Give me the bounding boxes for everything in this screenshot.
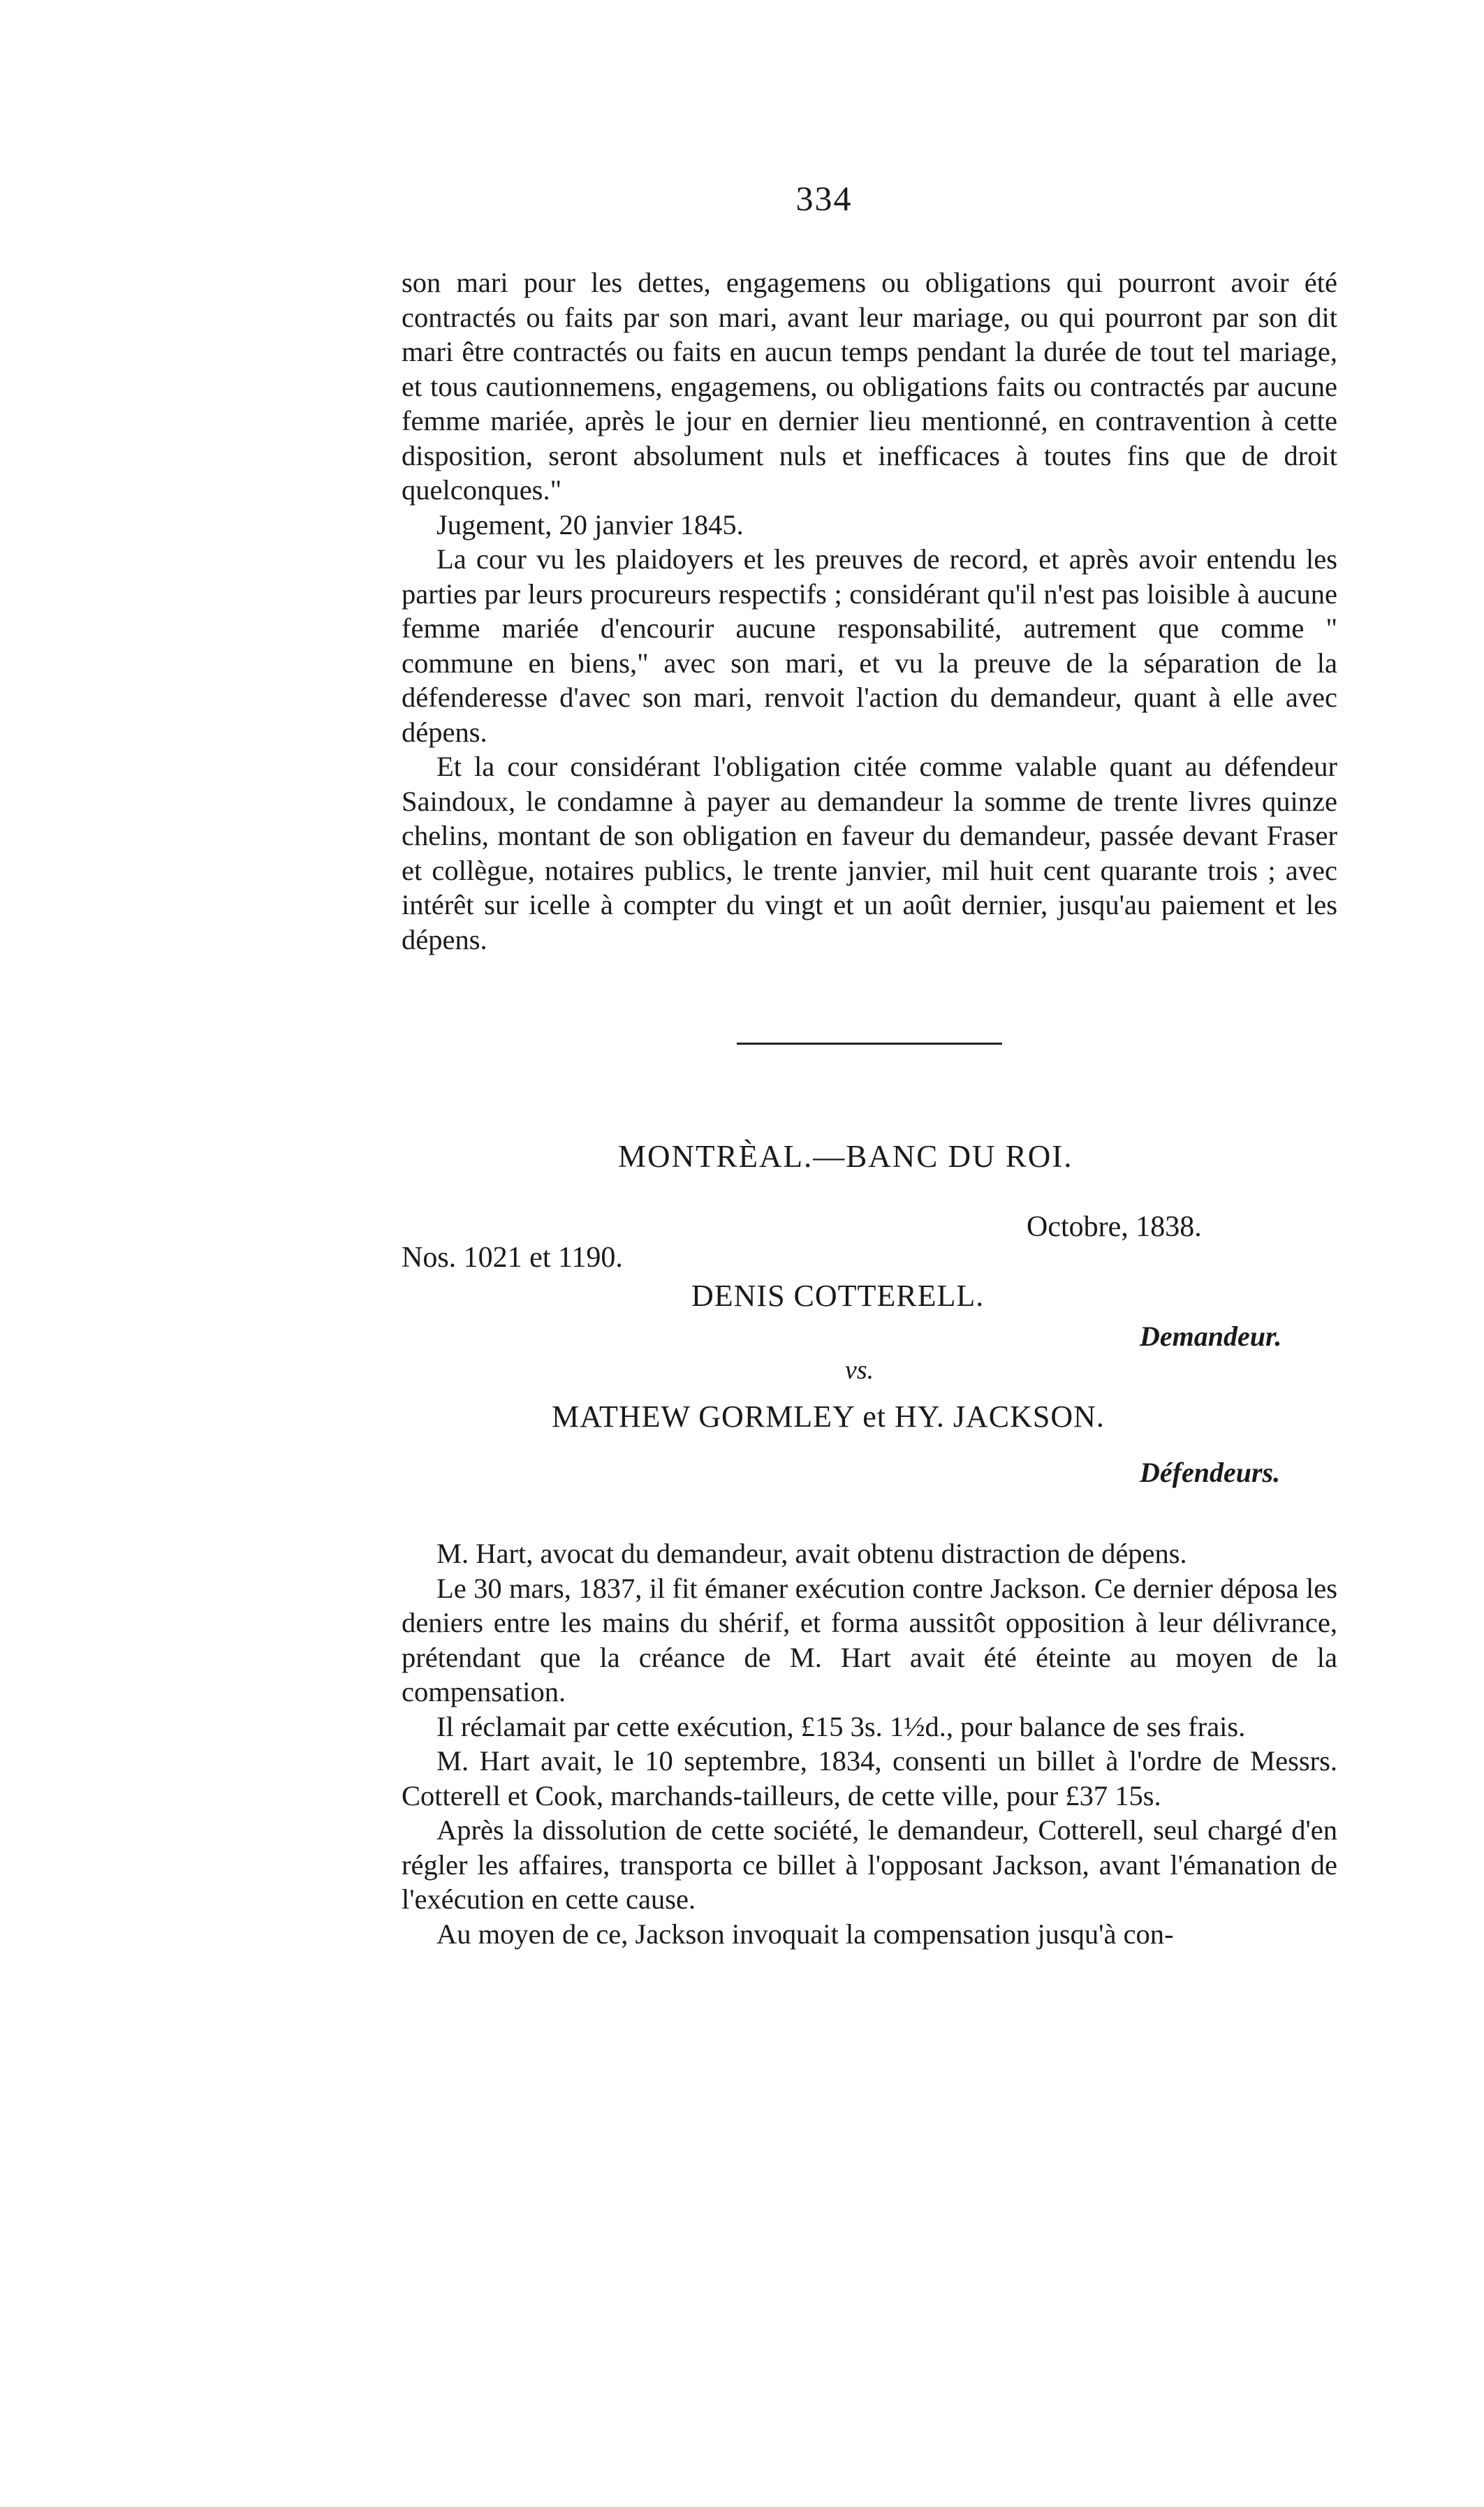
- paragraph-judgment-wife: La cour vu les plaidoyers et les preuves de record, et après avoir entendu les parties par leurs procureurs respectifs ; considérant qu'il n'est pas loisible à aucune femme mariée d'encourir aucune responsabilité, autrement que comme " commune en biens," avec son mari, et vu la preuve de la séparation de la défenderesse d'avec son mari, renvoit l'action du demandeur, quant à elle avec dépens.: [402, 543, 1337, 748]
- case-numbers: Nos. 1021 et 1190.: [402, 1242, 623, 1274]
- continuation-text: [402, 265, 1337, 957]
- case-text: [402, 1536, 1337, 1951]
- plaintiff-role: Demandeur.: [1140, 1321, 1282, 1352]
- paragraph-hart-distraction: M. Hart, avocat du demandeur, avait obtenu distraction de dépens.: [436, 1538, 1187, 1569]
- paragraph-statute-quote: son mari pour les dettes, engagemens ou obligations qui pourront avoir été contractés ou faits par son mari, avant leur mariage, ou qui pourront par son dit mari être contractés ou faits en aucun temps pendant la durée de tout tel mariage, et tous cautionnemens, engagemens, ou obligations faits ou contractés par aucune femme mariée, après le jour en dernier lieu mentionné, en contravention à cette disposition, seront absolument nuls et inefficaces à toutes fins que de droit quelconques.": [402, 267, 1337, 506]
- section-divider: [737, 1043, 1002, 1045]
- paragraph-claim: Il réclamait par cette exécution, £15 3s. 1½d., pour balance de ses frais.: [436, 1710, 1246, 1742]
- paragraph-compensation: Au moyen de ce, Jackson invoquait la compensation jusqu'à con-: [436, 1918, 1174, 1950]
- versus-label: vs.: [845, 1355, 874, 1385]
- paragraph-execution: Le 30 mars, 1837, il fit émaner exécution contre Jackson. Ce dernier déposa les deniers entre les mains du shérif, et forma aussitôt opposition à leur délivrance, prétendant que la créance de M. Hart avait été éteinte au moyen de la compensation.: [402, 1572, 1337, 1707]
- defendants-role: Défendeurs.: [1140, 1457, 1281, 1488]
- paragraph-judgment-date: Jugement, 20 janvier 1845.: [436, 508, 744, 541]
- court-heading: MONTRÈAL.—BANC DU ROI.: [618, 1139, 1073, 1174]
- plaintiff-name: DENIS COTTERELL.: [691, 1279, 985, 1313]
- page-number: 334: [795, 179, 853, 218]
- paragraph-note: M. Hart avait, le 10 septembre, 1834, consenti un billet à l'ordre de Messrs. Cotterell et Cook, marchands-tailleurs, de cette ville, pour £37 15s.: [402, 1745, 1337, 1811]
- paragraph-judgment-husband: Et la cour considérant l'obligation citée comme valable quant au défendeur Saindoux, le condamne à payer au demandeur la somme de trente livres quinze chelins, montant de son obligation en faveur du demandeur, passée devant Fraser et collègue, notaires publics, le trente janvier, mil huit cent quarante trois ; avec intérêt sur icelle à compter du vingt et un août dernier, jusqu'au paiement et les dépens.: [402, 751, 1337, 955]
- defendants-name: MATHEW GORMLEY et HY. JACKSON.: [552, 1399, 1105, 1434]
- case-date: Octobre, 1838.: [1027, 1211, 1202, 1243]
- paragraph-dissolution: Après la dissolution de cette société, le demandeur, Cotterell, seul chargé d'en régler les affaires, transporta ce billet à l'opposant Jackson, avant l'émanation de l'exécution en cette cause.: [402, 1814, 1337, 1915]
